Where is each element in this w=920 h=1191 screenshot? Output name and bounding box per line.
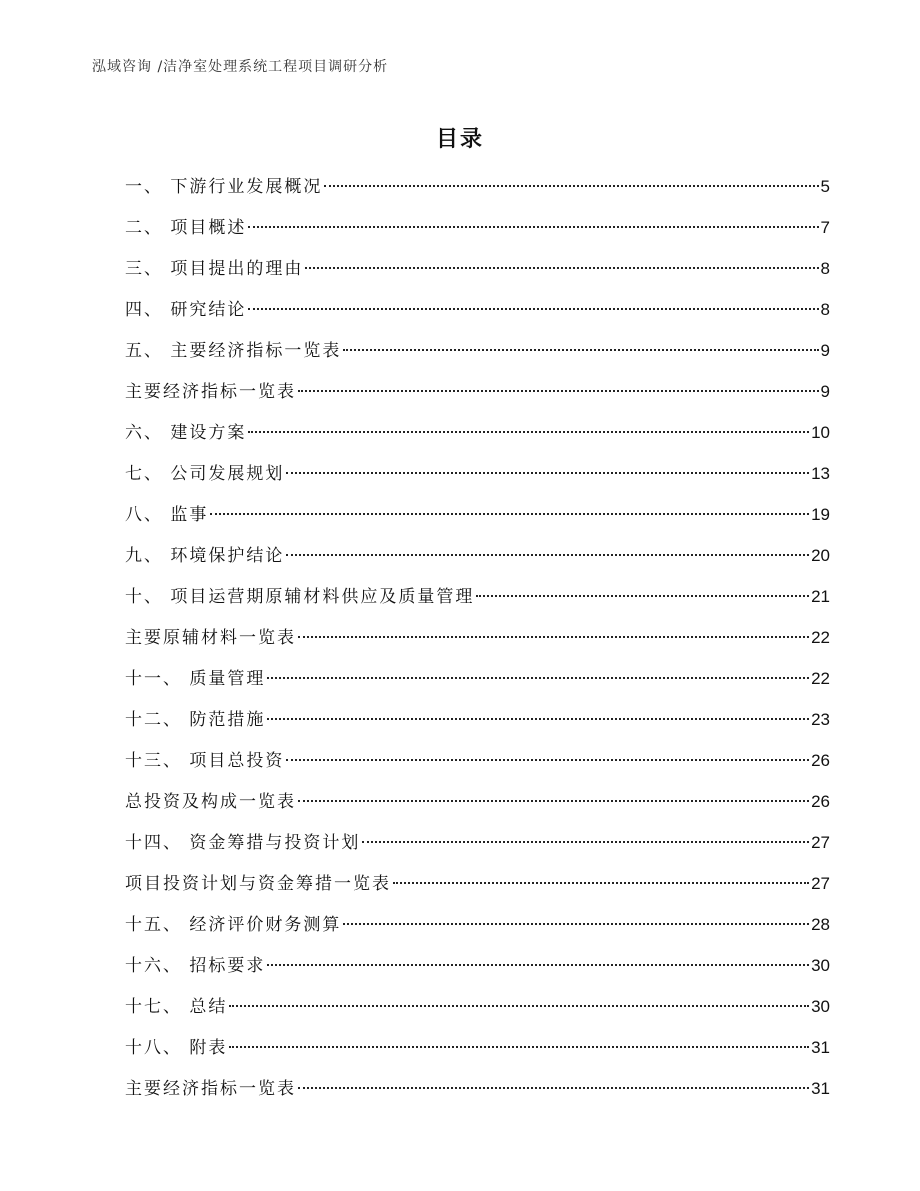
toc-entry-label: 二、 项目概述 (125, 218, 247, 238)
toc-leader-dots (393, 882, 809, 884)
toc-entry[interactable] (125, 1074, 830, 1115)
toc-leader-dots (229, 1005, 809, 1007)
toc-entry[interactable] (125, 172, 830, 213)
toc-entry[interactable] (125, 623, 830, 664)
toc-entry-page: 30 (811, 956, 830, 975)
toc-entry[interactable] (125, 418, 830, 459)
toc-entry-page: 31 (811, 1038, 830, 1057)
toc-entry-label: 项目投资计划与资金筹措一览表 (125, 874, 391, 894)
toc-entry-label: 七、 公司发展规划 (125, 464, 285, 484)
toc-entry-page: 19 (811, 505, 830, 524)
toc-entry[interactable] (125, 705, 830, 746)
toc-entry-label: 十一、 质量管理 (125, 669, 266, 689)
toc-leader-dots (286, 472, 809, 474)
toc-entry[interactable] (125, 746, 830, 787)
toc-entry[interactable] (125, 869, 830, 910)
toc-leader-dots (267, 677, 809, 679)
toc-entry-page: 9 (820, 341, 830, 360)
toc-entry-page: 27 (811, 833, 830, 852)
toc-entry-page: 23 (811, 710, 830, 729)
toc-entry-label: 一、 下游行业发展概况 (125, 177, 323, 197)
toc-leader-dots (343, 923, 809, 925)
toc-leader-dots (248, 308, 818, 310)
toc-entry-label: 十七、 总结 (125, 997, 228, 1017)
toc-leader-dots (324, 185, 818, 187)
toc-entry-label: 主要原辅材料一览表 (125, 628, 296, 648)
toc-entry-page: 26 (811, 792, 830, 811)
toc-leader-dots (305, 267, 818, 269)
toc-leader-dots (476, 595, 809, 597)
page-header: 泓域咨询 /洁净室处理系统工程项目调研分析 (92, 59, 389, 75)
toc-entry-label: 十、 项目运营期原辅材料供应及质量管理 (125, 587, 475, 607)
toc-leader-dots (248, 431, 809, 433)
toc-entry-page: 28 (811, 915, 830, 934)
toc-entry-page: 22 (811, 628, 830, 647)
toc-leader-dots (229, 1046, 809, 1048)
toc-leader-dots (298, 800, 809, 802)
toc-entry-label: 十八、 附表 (125, 1038, 228, 1058)
toc-entry-page: 31 (811, 1079, 830, 1098)
toc-entry-label: 十六、 招标要求 (125, 956, 266, 976)
toc-entry[interactable] (125, 500, 830, 541)
toc-entry-label: 九、 环境保护结论 (125, 546, 285, 566)
toc-entry-page: 10 (811, 423, 830, 442)
toc-leader-dots (267, 718, 809, 720)
toc-entry-label: 三、 项目提出的理由 (125, 259, 304, 279)
toc-entry[interactable] (125, 910, 830, 951)
toc-entry-page: 13 (811, 464, 830, 483)
toc-entry-page: 27 (811, 874, 830, 893)
toc-leader-dots (210, 513, 809, 515)
toc-entry-page: 5 (820, 177, 830, 196)
toc-entry[interactable] (125, 541, 830, 582)
toc-entry-label: 总投资及构成一览表 (125, 792, 296, 812)
toc-entry[interactable] (125, 582, 830, 623)
toc-entry[interactable] (125, 992, 830, 1033)
toc-entry-label: 八、 监事 (125, 505, 209, 525)
toc-entry-label: 十三、 项目总投资 (125, 751, 285, 771)
toc-entry-label: 四、 研究结论 (125, 300, 247, 320)
toc-entry-label: 主要经济指标一览表 (125, 1079, 296, 1099)
toc-entry-page: 8 (820, 300, 830, 319)
toc-entry-page: 7 (820, 218, 830, 237)
toc-entry-label: 五、 主要经济指标一览表 (125, 341, 342, 361)
toc-entry[interactable] (125, 1033, 830, 1074)
toc-entry-page: 9 (820, 382, 830, 401)
toc-entry-page: 26 (811, 751, 830, 770)
toc-entry-page: 21 (811, 587, 830, 606)
toc-entry[interactable] (125, 787, 830, 828)
toc-leader-dots (298, 390, 819, 392)
toc-leader-dots (298, 636, 809, 638)
toc-leader-dots (248, 226, 818, 228)
toc-entry[interactable] (125, 951, 830, 992)
toc-entry[interactable] (125, 336, 830, 377)
toc-leader-dots (298, 1087, 809, 1089)
toc-leader-dots (286, 554, 809, 556)
toc-entry[interactable] (125, 664, 830, 705)
table-of-contents (125, 172, 830, 1115)
toc-entry-page: 30 (811, 997, 830, 1016)
toc-leader-dots (286, 759, 809, 761)
toc-entry-label: 十二、 防范措施 (125, 710, 266, 730)
toc-entry[interactable] (125, 377, 830, 418)
toc-entry-label: 六、 建设方案 (125, 423, 247, 443)
toc-entry[interactable] (125, 459, 830, 500)
toc-entry[interactable] (125, 213, 830, 254)
toc-entry-page: 20 (811, 546, 830, 565)
toc-entry-page: 22 (811, 669, 830, 688)
toc-leader-dots (267, 964, 809, 966)
toc-entry-label: 十五、 经济评价财务测算 (125, 915, 342, 935)
toc-entry-page: 8 (820, 259, 830, 278)
page-title: 目录 (435, 127, 484, 152)
toc-leader-dots (362, 841, 809, 843)
toc-entry-label: 主要经济指标一览表 (125, 382, 296, 402)
toc-entry[interactable] (125, 254, 830, 295)
toc-leader-dots (343, 349, 818, 351)
toc-entry[interactable] (125, 295, 830, 336)
toc-entry-label: 十四、 资金筹措与投资计划 (125, 833, 361, 853)
toc-entry[interactable] (125, 828, 830, 869)
